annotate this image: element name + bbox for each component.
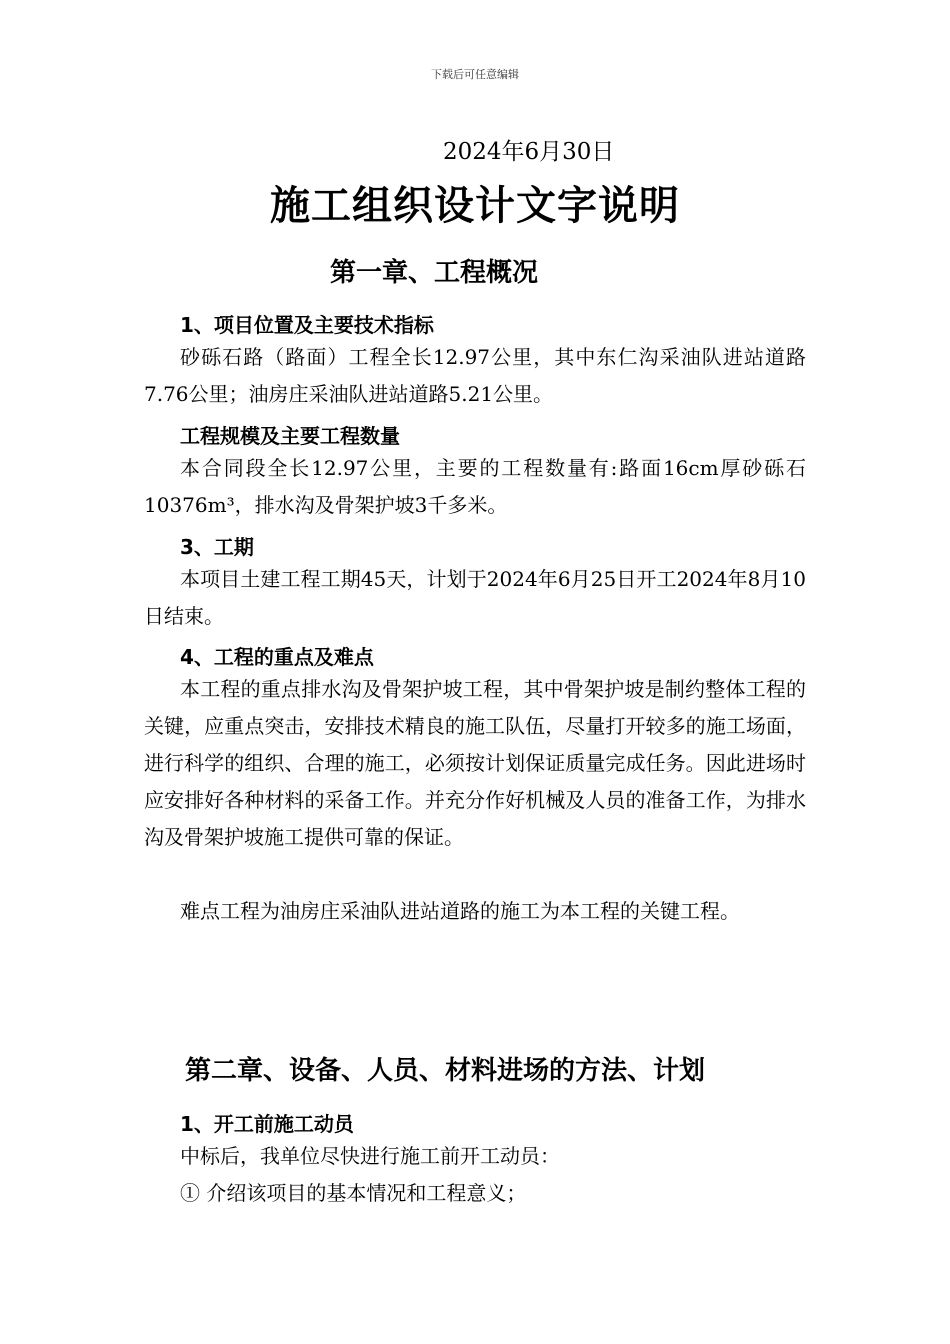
section-1-4-paragraph: 本工程的重点排水沟及骨架护坡工程，其中骨架护坡是制约整体工程的关键，应重点突击，安排技术精良的施工队伍，尽量打开较多的施工场面，进行科学的组织、合理的施工，必须按计划保证质量完成任务。因此进场时应安排好各种材料的采备工作。并充分作好机械及人员的准备工作，为排水沟及骨架护坡施工提供可靠的保证。 <box>144 677 806 849</box>
section-1-3-heading: 3、工期 <box>180 535 254 559</box>
section-2-1-list-item: ① 介绍该项目的基本情况和工程意义； <box>180 1181 527 1205</box>
section-1-2-paragraph: 本合同段全长12.97公里，主要的工程数量有:路面16cm厚砂砾石 10376m³，排水沟及骨架护坡3千多米。 <box>144 456 806 517</box>
page-header-note: 下载后可任意编辑 <box>431 68 519 81</box>
section-1-1-paragraph: 砂砾石路（路面）工程全长12.97公里，其中东仁沟采油队进站道路7.76公里；油房庄采油队进站道路5.21公里。 <box>144 345 806 406</box>
chapter-2-heading: 第二章、设备、人员、材料进场的方法、计划 <box>185 1056 706 1086</box>
section-1-3-paragraph: 本项目土建工程工期45天，计划于2024年6月25日开工2024年8月10日结束。 <box>144 567 806 628</box>
chapter-1-heading: 第一章、工程概况 <box>330 258 539 288</box>
section-1-2-heading: 工程规模及主要工程数量 <box>180 424 400 448</box>
section-1-1-heading: 1、项目位置及主要技术指标 <box>180 313 434 337</box>
document-date: 2024年6月30日 <box>443 139 615 165</box>
document-title: 施工组织设计文字说明 <box>270 183 680 229</box>
section-2-1-heading: 1、开工前施工动员 <box>180 1112 354 1136</box>
section-1-4-heading: 4、工程的重点及难点 <box>180 645 374 669</box>
section-2-1-paragraph: 中标后，我单位尽快进行施工前开工动员： <box>180 1144 560 1168</box>
section-1-4-paragraph-2: 难点工程为油房庄采油队进站道路的施工为本工程的关键工程。 <box>180 899 740 923</box>
